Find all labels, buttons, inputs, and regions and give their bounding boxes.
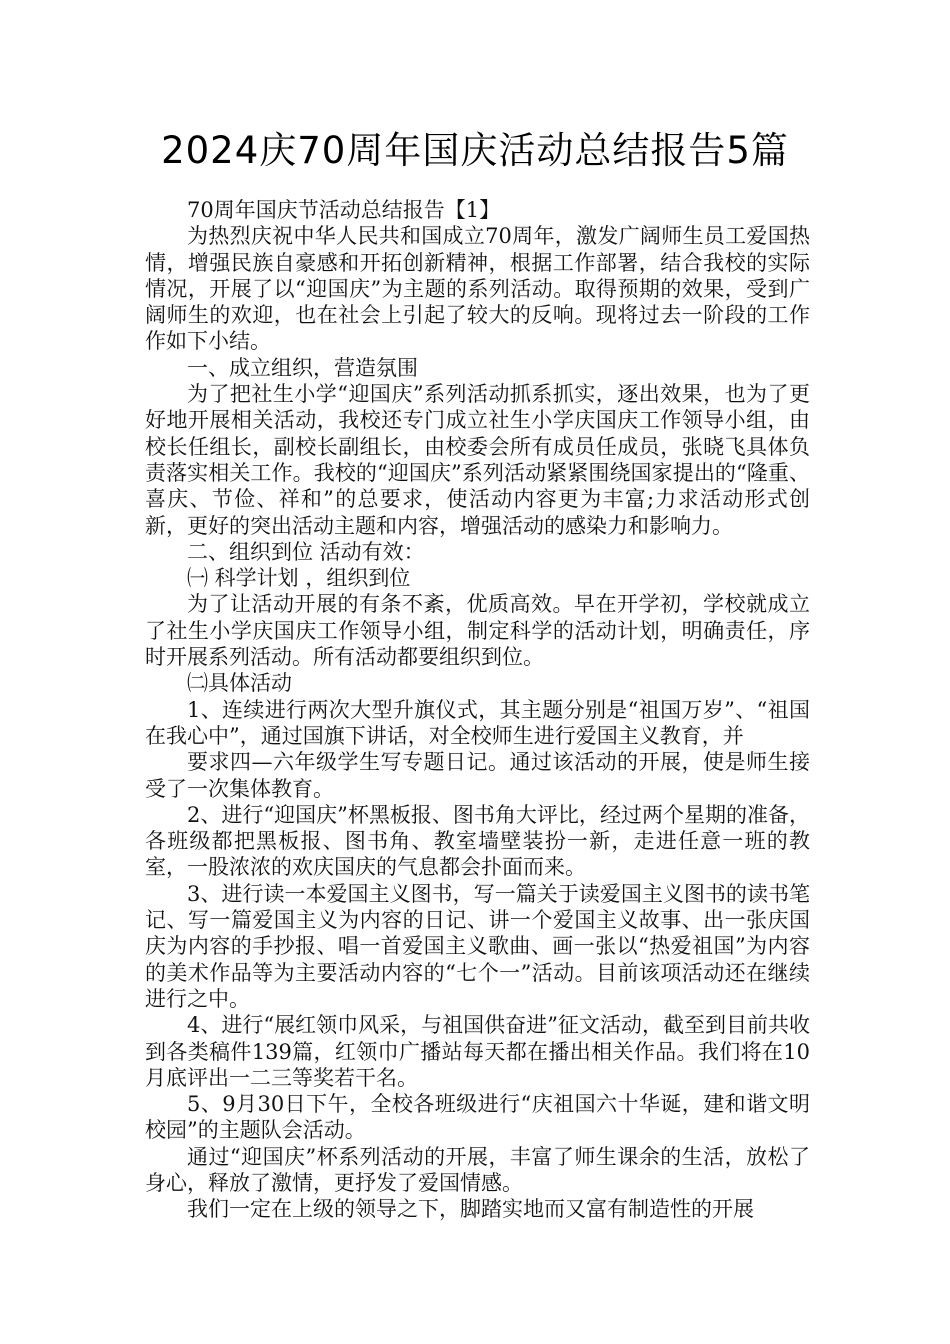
section-1-paragraph: 为了把社生小学“迎国庆”系列活动抓系抓实，逐出效果，也为了更好地开展相关活动，我校还专门成立社生小学庆国庆工作领导小组，由校长任组长，副校长副组长，由校委会所有成员任成员，张晓飞具体负责落实相关工作。我校的“迎国庆”系列活动紧紧围绕国家提出的“隆重、喜庆、节俭、祥和”的总要求，使活动内容更为丰富;力求活动形式创新，更好的突出活动主题和内容，增强活动的感染力和影响力。 — [145, 382, 810, 538]
subsection-1-paragraph: 为了让活动开展的有条不紊，优质高效。早在开学初，学校就成立了社生小学庆国庆工作领导小组，制定科学的活动计划，明确责任，序时开展系列活动。所有活动都要组织到位。 — [145, 592, 810, 670]
activity-item-3: 3、进行读一本爱国主义图书，写一篇关于读爱国主义图书的读书笔记、写一篇爱国主义为内容的日记、讲一个爱国主义故事、出一张庆国庆为内容的手抄报、唱一首爱国主义歌曲、画一张以“热爱祖国”为内容的美术作品等为主要活动内容的“七个一”活动。目前该项活动还在继续进行之中。 — [145, 881, 810, 1011]
activity-item-4: 4、进行“展红领巾风采，与祖国供奋进”征文活动，截至到目前共收到各类稿件139篇，红领巾广播站每天都在播出相关作品。我们将在10月底评出一二三等奖若干名。 — [145, 1013, 810, 1090]
summary-paragraph: 通过“迎国庆”杯系列活动的开展，丰富了师生课余的生活，放松了身心，释放了激情，更抒发了爱国情感。 — [145, 1144, 810, 1195]
document-body — [145, 197, 810, 1223]
section-heading-1: 一、成立组织，营造氛围 — [187, 355, 418, 380]
activity-item-1-continued: 要求四—六年级学生写专题日记。通过该活动的开展，使是师生接受了一次集体教育。 — [145, 750, 810, 801]
report-subtitle: 70周年国庆节活动总结报告【1】 — [187, 198, 501, 222]
activity-item-1: 1、连续进行两次大型升旗仪式，其主题分别是“祖国万岁”、“祖国在我心中”，通过国旗下讲话，对全校师生进行爱国主义教育，并 — [145, 697, 810, 748]
closing-paragraph: 我们一定在上级的领导之下，脚踏实地而又富有制造性的开展 — [187, 1197, 754, 1222]
section-heading-2: 二、组织到位 活动有效： — [187, 539, 425, 564]
subsection-heading-1: ㈠ 科学计划 ，组织到位 — [187, 566, 411, 591]
intro-paragraph: 为热烈庆祝中华人民共和国成立70周年，激发广阔师生员工爱国热情，增强民族自豪感和开拓创新精神，根据工作部署，结合我校的实际情况，开展了以“迎国庆”为主题的系列活动。取得预期的效果，受到广阔师生的欢迎，也在社会上引起了较大的反响。现将过去一阶段的工作作如下小结。 — [145, 224, 810, 354]
subsection-heading-2: ㈡具体活动 — [187, 671, 292, 696]
activity-item-2: 2、进行“迎国庆”杯黑板报、图书角大评比，经过两个星期的准备，各班级都把黑板报、图书角、教室墙壁装扮一新，走进任意一班的教室，一股浓浓的欢庆国庆的气息都会扑面而来。 — [145, 802, 810, 880]
activity-item-5: 5、9月30日下午，全校各班级进行“庆祖国六十华诞，建和谐文明校园”的主题队会活动。 — [145, 1092, 810, 1143]
document-title: 2024庆70周年国庆活动总结报告5篇 — [161, 129, 789, 172]
